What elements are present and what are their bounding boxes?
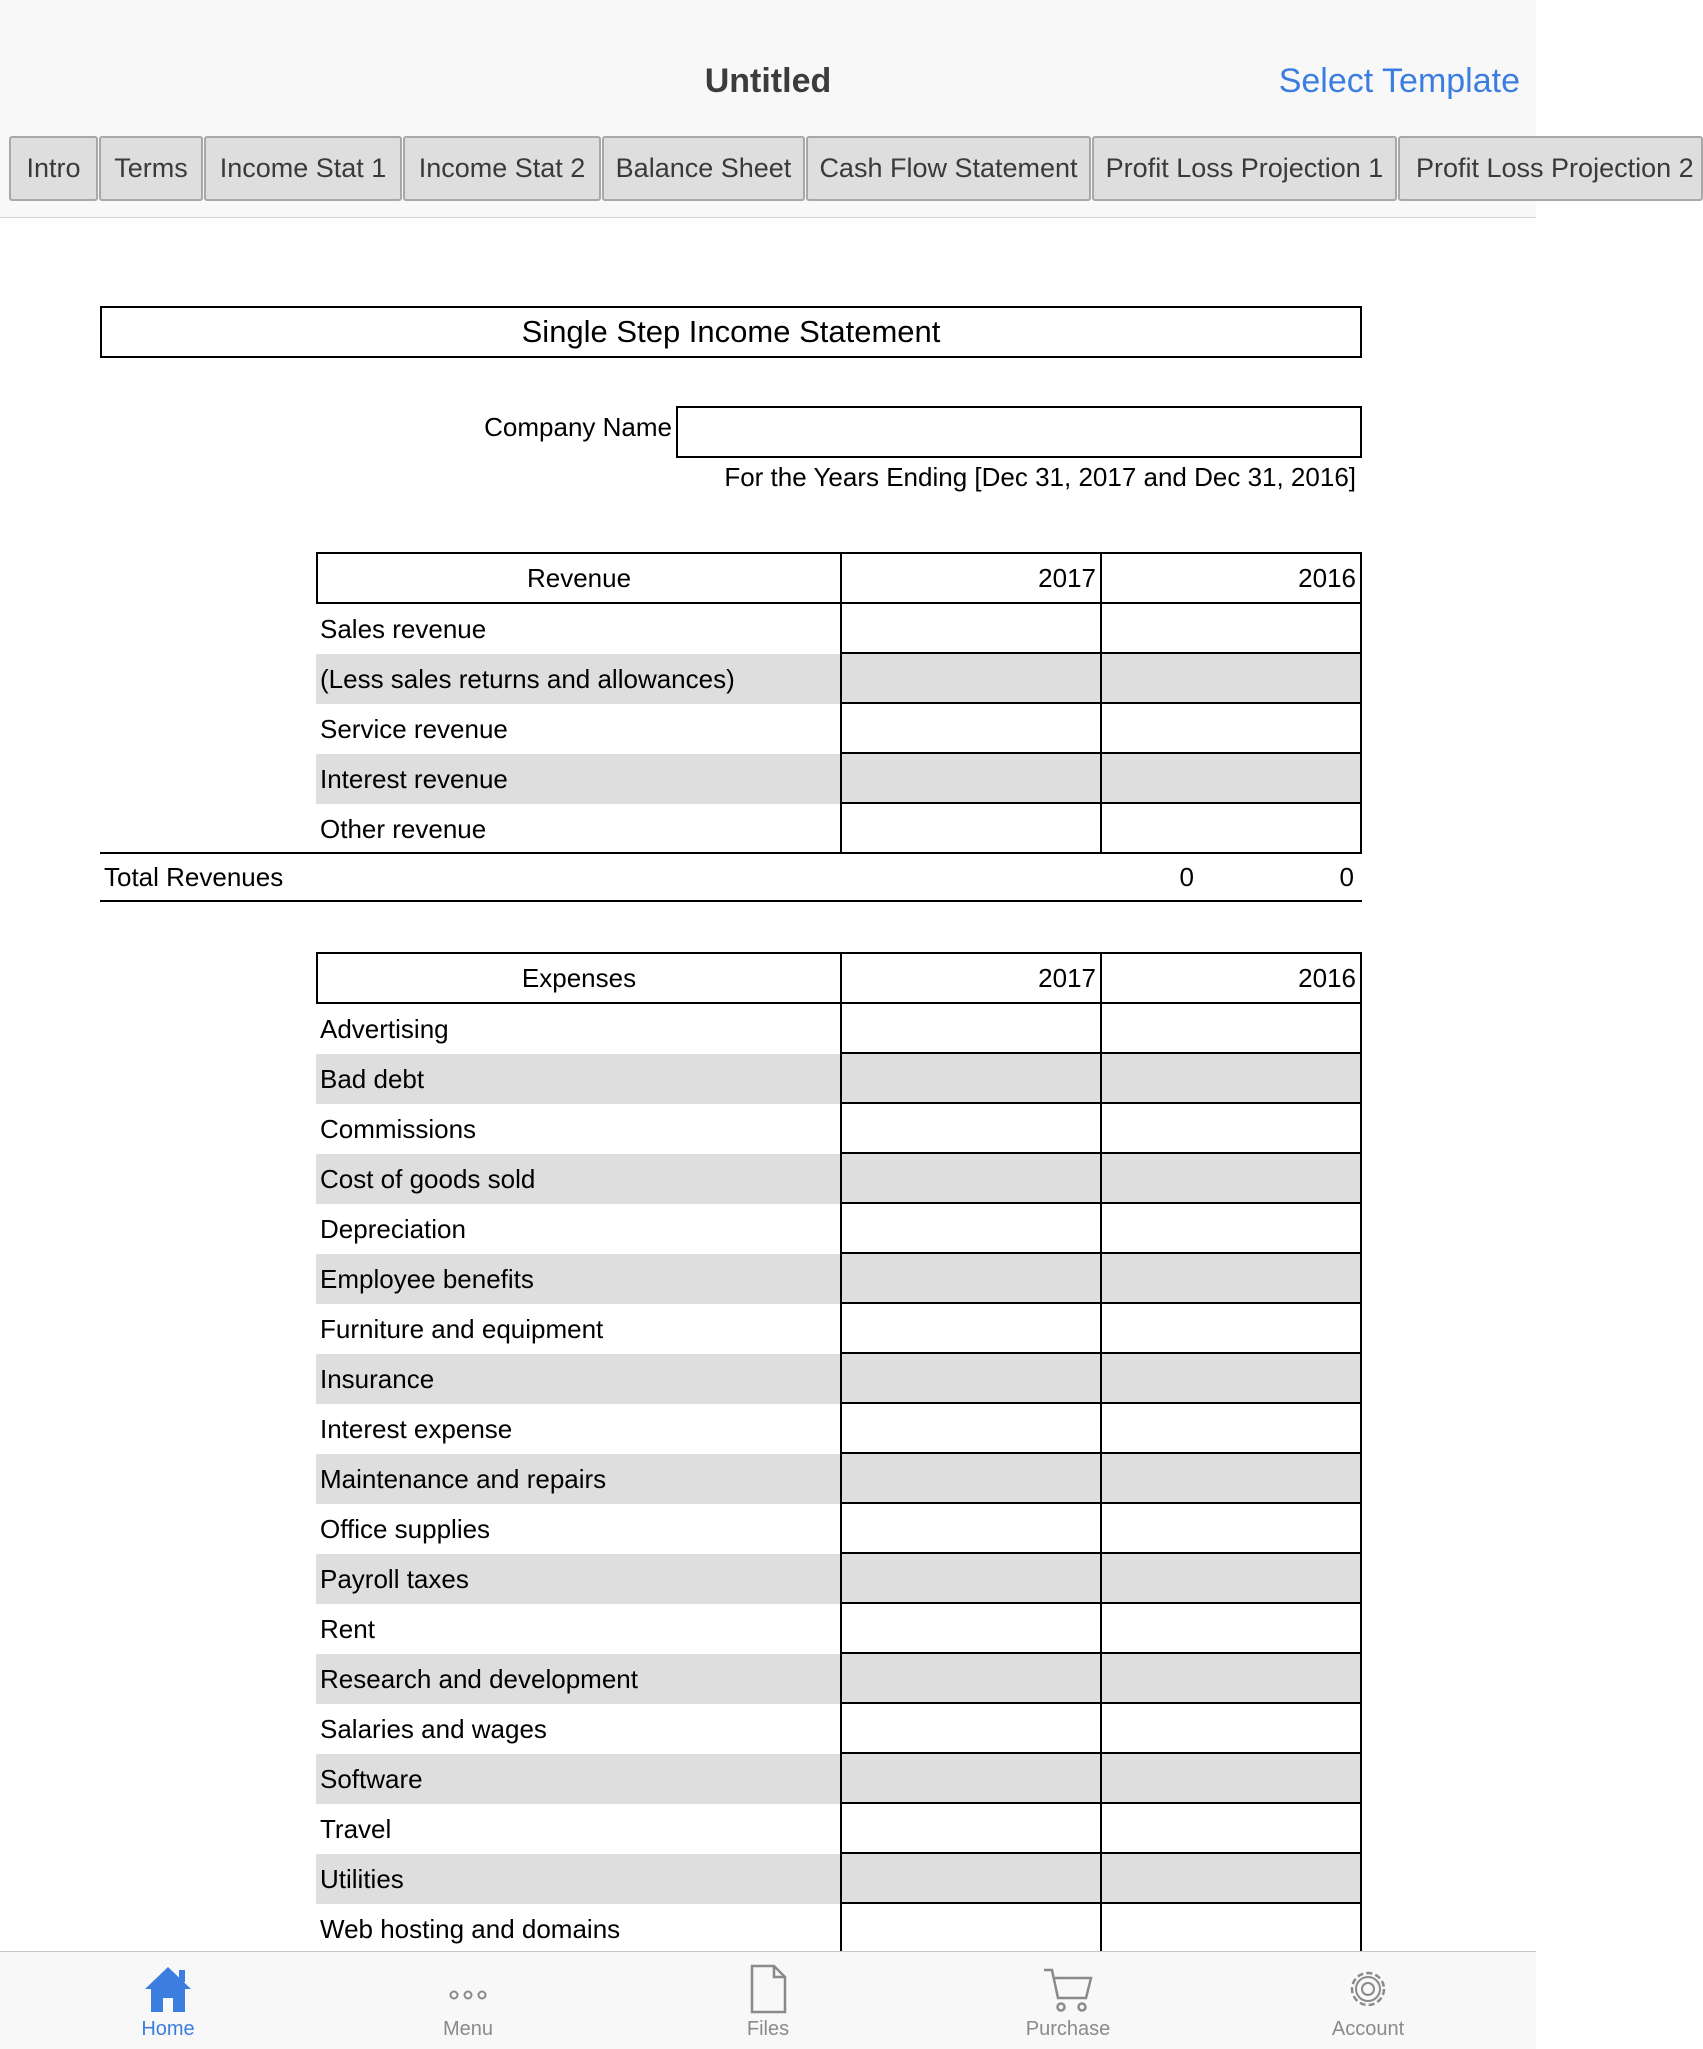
gear-icon	[1341, 1962, 1395, 2016]
revenue-row-label: Interest revenue	[316, 754, 840, 804]
expense-row	[316, 1254, 1362, 1304]
expense-row	[316, 1054, 1362, 1104]
expense-row-label: Employee benefits	[316, 1254, 840, 1304]
expense-cell-2016[interactable]	[1100, 1804, 1362, 1854]
tab-profit-loss-projection-1[interactable]: Profit Loss Projection 1	[1092, 136, 1397, 201]
expense-row	[316, 1854, 1362, 1904]
expense-cell-2016[interactable]	[1100, 1204, 1362, 1254]
expense-cell-2016[interactable]	[1100, 1054, 1362, 1104]
expense-cell-2017[interactable]	[840, 1554, 1100, 1604]
tab-profit-loss-projection-2[interactable]: Profit Loss Projection 2	[1398, 136, 1703, 201]
more-icon	[441, 1962, 495, 2016]
revenue-cell-2016[interactable]	[1100, 804, 1362, 854]
total-revenues-2017: 0	[1179, 862, 1194, 892]
company-name-label: Company Name	[484, 412, 672, 442]
tab-account[interactable]	[1218, 1952, 1518, 2049]
bottom-tab-bar	[0, 1951, 1536, 2049]
revenue-row-label: Service revenue	[320, 714, 508, 744]
tab-home-label: Home	[141, 2018, 195, 2040]
expenses-header-row	[316, 952, 1362, 1004]
expense-cell-2017[interactable]	[840, 1154, 1100, 1204]
revenue-header: Revenue	[526, 563, 632, 593]
expense-cell-2016[interactable]	[1100, 1854, 1362, 1904]
expense-row-label: Web hosting and domains	[320, 1914, 621, 1944]
select-template-button[interactable]: Select Template	[1278, 62, 1520, 100]
total-revenues-row	[100, 852, 1362, 902]
expense-cell-2016[interactable]	[1100, 1254, 1362, 1304]
sheet-tab-strip	[0, 127, 1694, 218]
tab-cash-flow-statement[interactable]: Cash Flow Statement	[806, 136, 1091, 201]
revenue-cell-2017[interactable]	[840, 654, 1100, 704]
document-title: Untitled	[704, 62, 832, 100]
expense-row-label: Rent	[320, 1614, 375, 1644]
expense-cell-2016[interactable]	[1100, 1504, 1362, 1554]
expense-row-label: Research and development	[316, 1654, 840, 1704]
expense-cell-2017[interactable]	[840, 1004, 1100, 1054]
expense-cell-2017[interactable]	[840, 1354, 1100, 1404]
expense-cell-2016[interactable]	[1100, 1454, 1362, 1504]
expense-row-label: Depreciation	[320, 1214, 466, 1244]
revenue-cell-2016[interactable]	[1100, 754, 1362, 804]
expense-cell-2017[interactable]	[840, 1254, 1100, 1304]
expense-row	[316, 1454, 1362, 1504]
expense-cell-2016[interactable]	[1100, 1304, 1362, 1354]
statement-title: Single Step Income Statement	[100, 306, 1362, 358]
revenue-col-2017: 2017	[840, 554, 1100, 602]
revenue-cell-2017[interactable]	[840, 604, 1100, 654]
expenses-col-2017: 2017	[840, 954, 1100, 1002]
expense-row-label: Maintenance and repairs	[316, 1454, 840, 1504]
expense-cell-2017[interactable]	[840, 1654, 1100, 1704]
expense-row-label: Commissions	[320, 1114, 477, 1144]
expense-row	[316, 1304, 1362, 1354]
expense-cell-2016[interactable]	[1100, 1754, 1362, 1804]
revenue-cell-2017[interactable]	[840, 804, 1100, 854]
revenue-row	[316, 804, 1362, 854]
expense-row-label: Cost of goods sold	[316, 1154, 840, 1204]
revenue-header-row	[316, 552, 1362, 604]
expense-row-label: Advertising	[320, 1014, 449, 1044]
expense-cell-2016[interactable]	[1100, 1404, 1362, 1454]
revenue-cell-2017[interactable]	[840, 704, 1100, 754]
expense-cell-2017[interactable]	[840, 1604, 1100, 1654]
expense-cell-2016[interactable]	[1100, 1604, 1362, 1654]
expense-row-label: Furniture and equipment	[320, 1314, 604, 1344]
expense-cell-2017[interactable]	[840, 1854, 1100, 1904]
expense-row	[316, 1204, 1362, 1254]
tab-menu[interactable]	[318, 1952, 618, 2049]
expense-row-label: Interest expense	[320, 1414, 513, 1444]
expense-cell-2016[interactable]	[1100, 1154, 1362, 1204]
file-icon	[741, 1962, 795, 2016]
expense-row	[316, 1004, 1362, 1054]
expense-cell-2017[interactable]	[840, 1704, 1100, 1754]
period-label: For the Years Ending [Dec 31, 2017 and Dec 31, 2016]	[724, 462, 1356, 492]
tab-terms[interactable]: Terms	[99, 136, 203, 201]
tab-menu-label: Menu	[442, 2018, 494, 2040]
tab-income-stat-2[interactable]: Income Stat 2	[403, 136, 601, 201]
expense-row-label: Salaries and wages	[320, 1714, 547, 1744]
expenses-col-2016: 2016	[1100, 954, 1360, 1002]
expense-cell-2016[interactable]	[1100, 1354, 1362, 1404]
expense-cell-2017[interactable]	[840, 1304, 1100, 1354]
expense-row	[316, 1604, 1362, 1654]
expense-cell-2017[interactable]	[840, 1804, 1100, 1854]
revenue-row	[316, 754, 1362, 804]
tab-home[interactable]	[18, 1952, 318, 2049]
revenue-col-2016: 2016	[1100, 554, 1360, 602]
expense-cell-2017[interactable]	[840, 1754, 1100, 1804]
revenue-row-label: (Less sales returns and allowances)	[316, 654, 840, 704]
expense-row	[316, 1804, 1362, 1854]
cart-icon	[1041, 1962, 1095, 2016]
revenue-row-label: Other revenue	[320, 814, 487, 844]
tab-files[interactable]	[618, 1952, 918, 2049]
expense-row-label: Payroll taxes	[316, 1554, 840, 1604]
expense-row-label: Software	[316, 1754, 840, 1804]
tab-intro[interactable]: Intro	[9, 136, 98, 201]
total-revenues-label: Total Revenues	[104, 862, 284, 892]
revenue-row	[316, 704, 1362, 754]
expense-row	[316, 1704, 1362, 1754]
expense-row	[316, 1904, 1362, 1954]
revenue-row	[316, 654, 1362, 704]
expense-cell-2016[interactable]	[1100, 1104, 1362, 1154]
company-name-field[interactable]	[676, 406, 1362, 458]
expense-row-label: Utilities	[316, 1854, 840, 1904]
expense-cell-2016[interactable]	[1100, 1004, 1362, 1054]
expense-cell-2016[interactable]	[1100, 1654, 1362, 1704]
revenue-cell-2016[interactable]	[1100, 704, 1362, 754]
expenses-header: Expenses	[521, 963, 637, 993]
expense-cell-2016[interactable]	[1100, 1904, 1362, 1954]
expense-row	[316, 1504, 1362, 1554]
revenue-cell-2016[interactable]	[1100, 604, 1362, 654]
expense-row-label: Insurance	[316, 1354, 840, 1404]
expense-cell-2016[interactable]	[1100, 1704, 1362, 1754]
tab-purchase[interactable]	[918, 1952, 1218, 2049]
tab-balance-sheet[interactable]: Balance Sheet	[602, 136, 805, 201]
revenue-cell-2016[interactable]	[1100, 654, 1362, 704]
expense-cell-2017[interactable]	[840, 1104, 1100, 1154]
expense-row-label: Office supplies	[320, 1514, 491, 1544]
expense-row-label: Travel	[320, 1814, 392, 1844]
expense-row-label: Bad debt	[316, 1054, 840, 1104]
revenue-row-label: Sales revenue	[320, 614, 487, 644]
expense-row	[316, 1154, 1362, 1204]
revenue-row	[316, 604, 1362, 654]
revenue-cell-2017[interactable]	[840, 754, 1100, 804]
navigation-bar	[0, 0, 1536, 127]
expense-cell-2017[interactable]	[840, 1404, 1100, 1454]
expense-row	[316, 1104, 1362, 1154]
home-icon	[141, 1962, 195, 2016]
expense-cell-2016[interactable]	[1100, 1554, 1362, 1604]
expense-row	[316, 1404, 1362, 1454]
expense-row	[316, 1754, 1362, 1804]
expense-cell-2017[interactable]	[840, 1054, 1100, 1104]
expense-cell-2017[interactable]	[840, 1454, 1100, 1504]
expense-cell-2017[interactable]	[840, 1204, 1100, 1254]
expense-row	[316, 1554, 1362, 1604]
expense-cell-2017[interactable]	[840, 1504, 1100, 1554]
expense-row	[316, 1354, 1362, 1404]
income-statement-sheet	[0, 218, 1536, 1951]
expense-row	[316, 1654, 1362, 1704]
tab-purchase-label: Purchase	[1025, 2018, 1111, 2040]
total-revenues-2016: 0	[1339, 862, 1354, 892]
tab-files-label: Files	[746, 2018, 790, 2040]
tab-income-stat-1[interactable]: Income Stat 1	[204, 136, 402, 201]
expense-cell-2017[interactable]	[840, 1904, 1100, 1954]
tab-account-label: Account	[1331, 2018, 1405, 2040]
